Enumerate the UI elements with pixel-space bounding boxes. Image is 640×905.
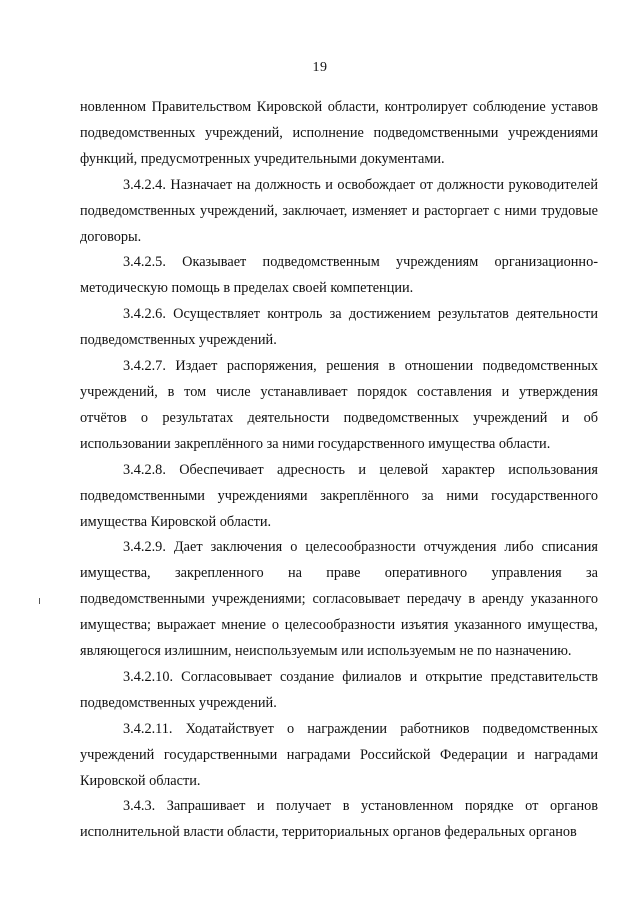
paragraph-3-4-2-6: 3.4.2.6. Осуществляет контроль за достижением результатов деятельности подведомственных учреждений. — [80, 306, 598, 349]
paragraph-3-4-3: 3.4.3. Запрашивает и получает в установленном порядке от органов исполнительной власти области, территориальных органов федеральных органов — [80, 798, 598, 841]
page-body — [80, 95, 598, 846]
paragraph-3-4-2-11: 3.4.2.11. Ходатайствует о награждении работников подведомственных учреждений государственными наградами Российской Федерации и наградами Кировской области. — [80, 720, 598, 789]
page-number: 19 — [312, 60, 328, 75]
paragraph-3-4-2-4: 3.4.2.4. Назначает на должность и освобождает от должности руководителей подведомственных учреждений, заключает, изменяет и расторгает с ними трудовые договоры. — [80, 176, 598, 245]
margin-mark — [39, 598, 40, 604]
paragraph-3-4-2-9: 3.4.2.9. Дает заключения о целесообразности отчуждения либо списания имущества, закрепленного на праве оперативного управления за подведомственными учреждениями; согласовывает передачу в аренду указанного имущества; выражает мнение о целесообразности изъятия указанного имущества, являющегося излишним, неиспользуемым или используемым не по назначению. — [80, 539, 598, 660]
paragraph-3-4-2-10: 3.4.2.10. Согласовывает создание филиалов и открытие представительств подведомственных учреждений. — [80, 668, 598, 711]
paragraph-3-4-2-7: 3.4.2.7. Издает распоряжения, решения в отношении подведомственных учреждений, в том числе устанавливает порядок составления и утверждения отчётов о результатах деятельности подведомственных учреждений и об использовании закреплённого за ними государственного имущества области. — [80, 358, 598, 452]
paragraph-3-4-2-5: 3.4.2.5. Оказывает подведомственным учреждениям организационно-методическую помощь в пределах своей компетенции. — [80, 254, 598, 297]
paragraph-continuation: новленном Правительством Кировской области, контролирует соблюдение уставов подведомственных учреждений, исполнение подведомственными учреждениями функций, предусмотренных учредительными документами. — [80, 99, 598, 167]
paragraph-3-4-2-8: 3.4.2.8. Обеспечивает адресность и целевой характер использования подведомственными учреждениями закреплённого за ними государственного имущества Кировской области. — [80, 461, 598, 530]
